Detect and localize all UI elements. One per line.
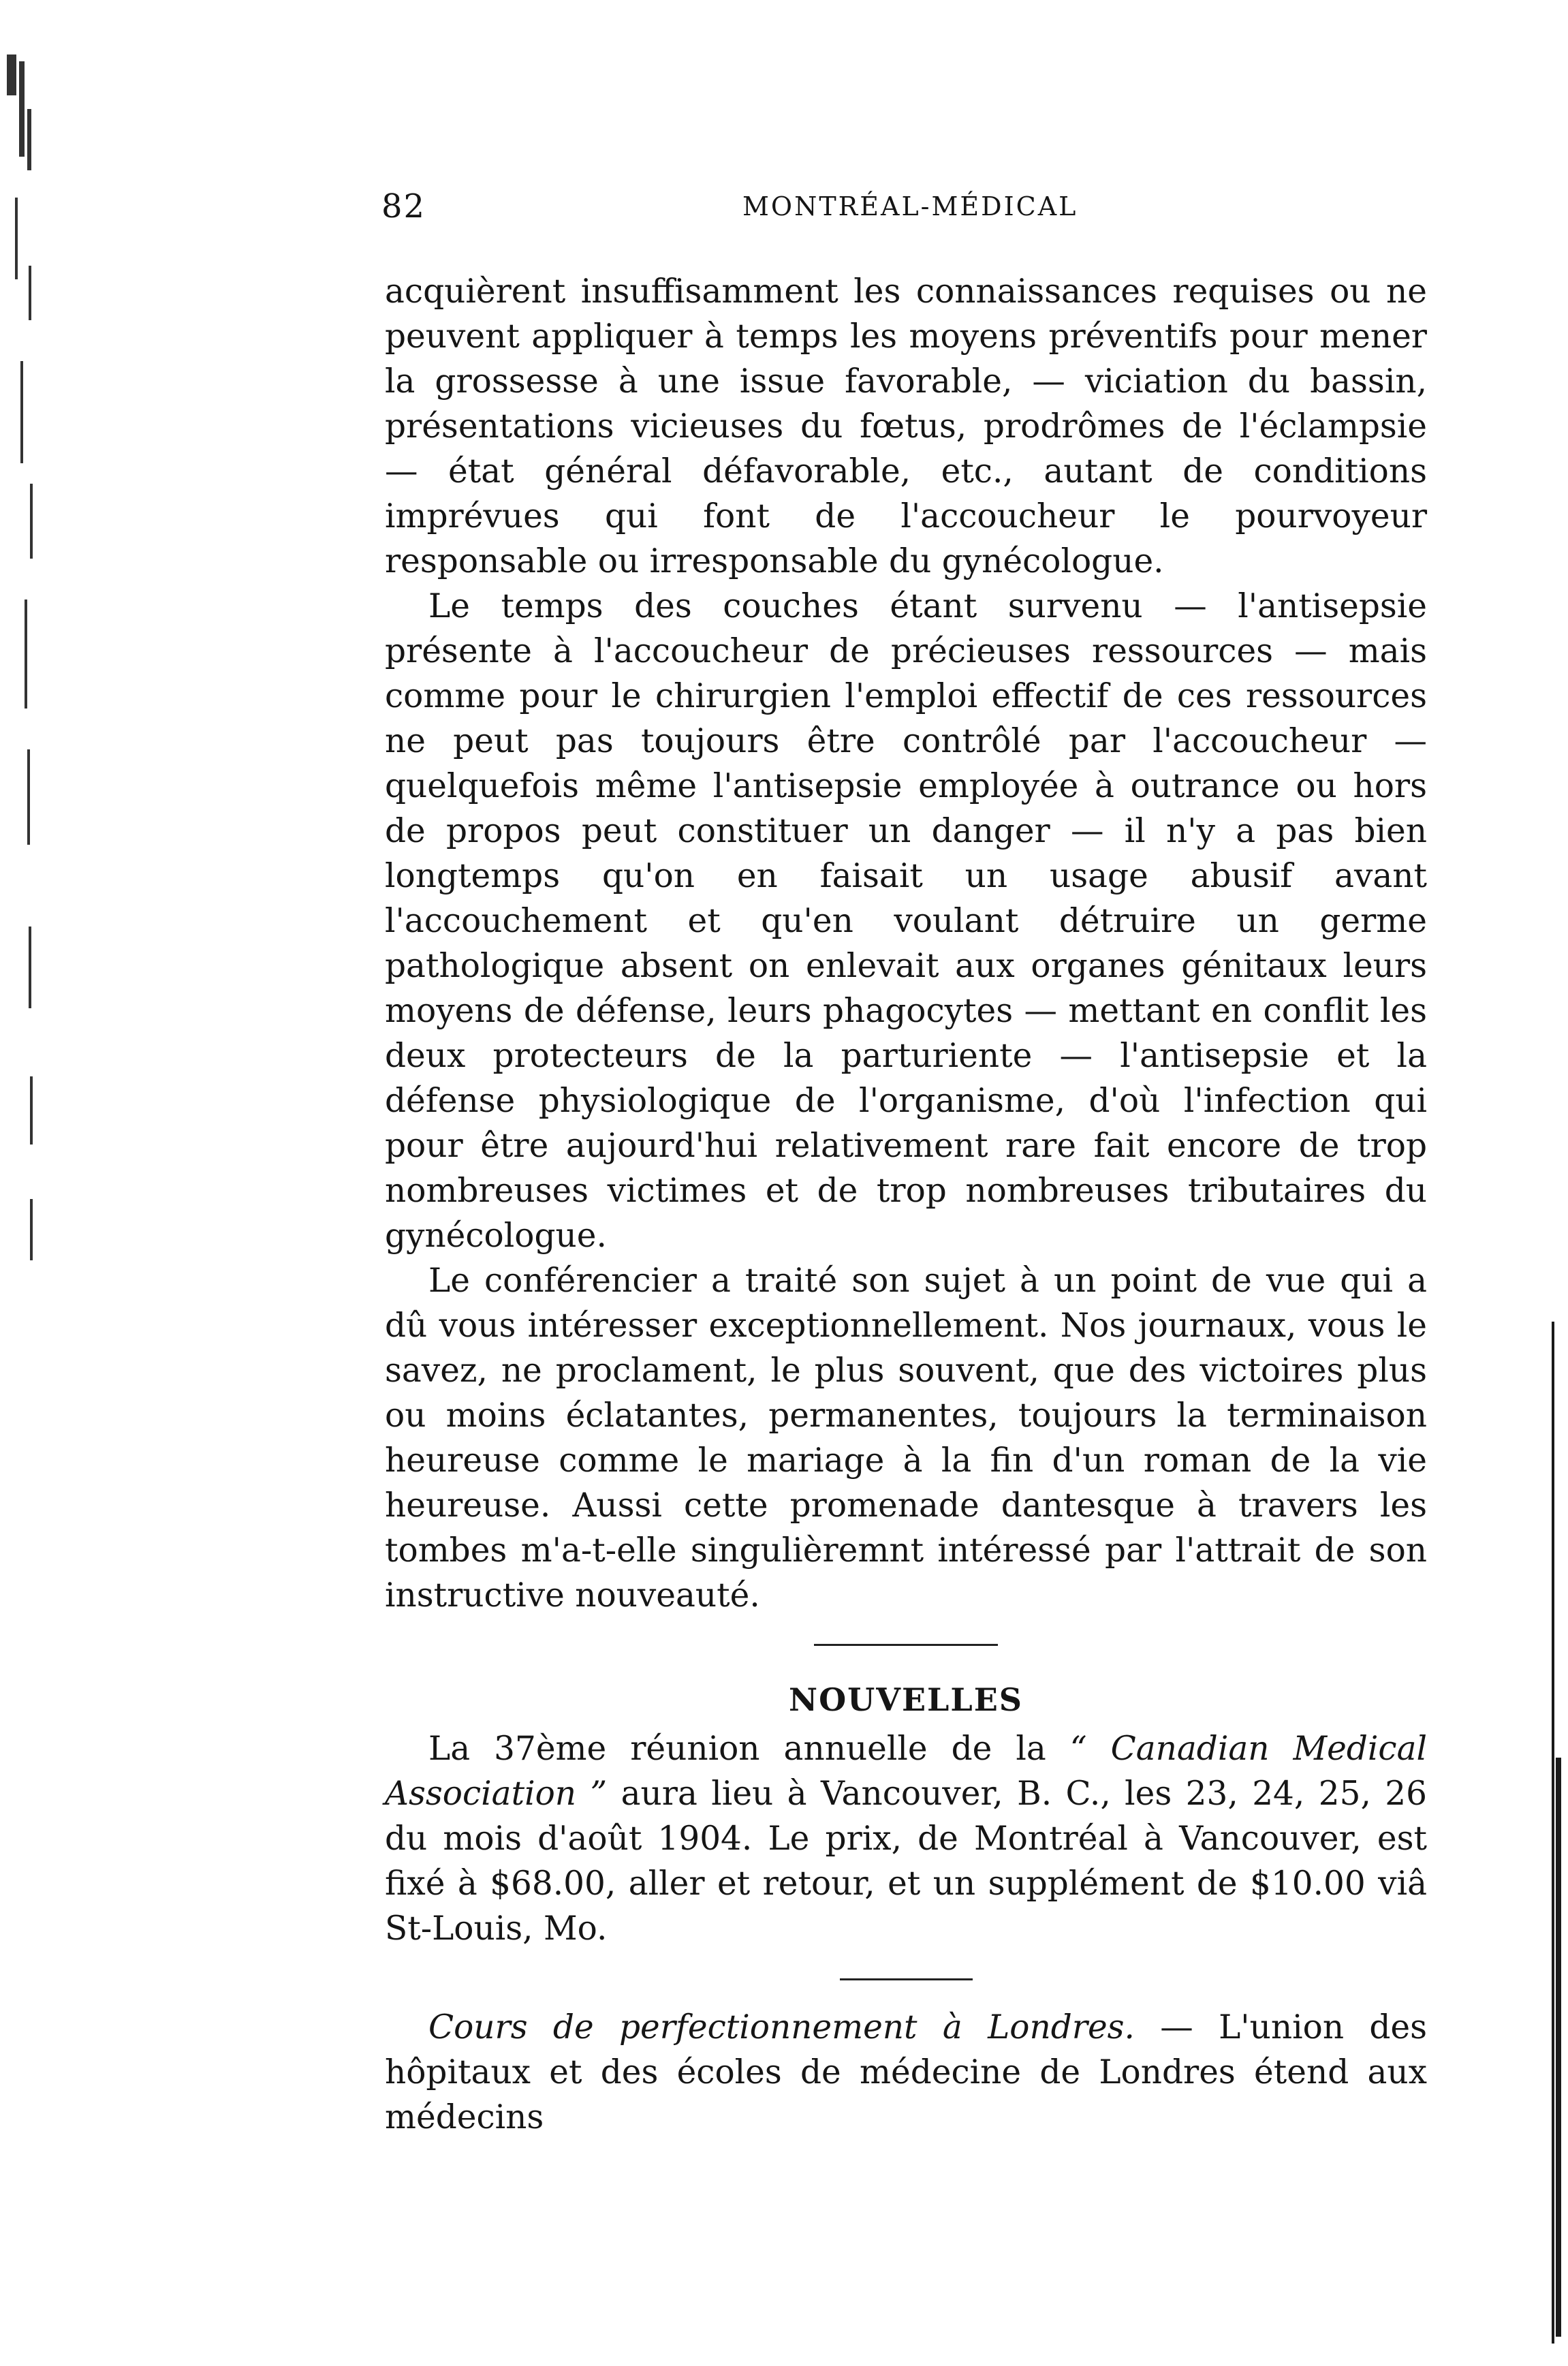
news-item-cma	[385, 1726, 1427, 1951]
binding-edge-marks	[0, 41, 82, 1335]
news-item-londres-text: — L'union des hôpitaux et des écoles de médecine de Londres étend aux médecins	[385, 2008, 1428, 2136]
paragraph-continuation: acquièrent insuffisamment les connaissances requises ou ne peuvent appliquer à temps les moyens préventifs pour mener la grossesse à une issue favorable, — viciation du bassin, présentations vicieuses du fœtus, prodrômes de l'éclampsie — état général défavorable, etc., autant de conditions imprévues qui font de l'accoucheur le pourvoyeur responsable ou irresponsable du gynécologue.	[385, 273, 1427, 580]
news-item-cma-lead: La 37ème réunion annuelle de la	[428, 1730, 1070, 1768]
paragraph-conferencier: Le conférencier a traité son sujet à un point de vue qui a dû vous intéresser exceptionnellement. Nos journaux, vous le savez, ne proclament, le plus souvent, que des victoires plus ou moins éclatantes, permanentes, toujours la terminaison heureuse comme le mariage à la fin d'un roman de la vie heureuse. Aussi cette promenade dantesque à travers les tombes m'a-t-elle singulièremnt intéressé par l'attrait de son instructive nouveauté.	[385, 1262, 1427, 1615]
news-item-cma-details: aura lieu à Vancouver, B. C., les 23, 24, 25, 26 du mois d'août 1904. Le prix, de Montréal à Vancouver, est fixé à $68.00, aller et retour, et un supplément de $10.00 viâ St-Louis, Mo.	[385, 1775, 1427, 1948]
news-item-londres	[385, 2005, 1427, 2140]
news-item-cma-association: “ Canadian Medical Association ”	[385, 1730, 1427, 1813]
item-divider	[840, 1978, 973, 1980]
news-item-londres-title: Cours de perfectionnement à Londres.	[428, 2008, 1135, 2046]
page-number: 82	[381, 187, 426, 225]
body-text	[385, 269, 1427, 2140]
paragraph-antisepsie: Le temps des couches étant survenu — l'antisepsie présente à l'accoucheur de précieuses ressources — mais comme pour le chirurgien l'emploi effectif de ces ressources ne peut pas toujours être contrôlé par l'accoucheur — quelquefois même l'antisepsie employée à outrance ou hors de propos peut constituer un danger — il n'y a pas bien longtemps qu'on en faisait un usage abusif avant l'accouchement et qu'en voulant détruire un germe pathologique absent on enlevait aux organes génitaux leurs moyens de défense, leurs phagocytes — mettant en conflit les deux protecteurs de la parturiente — l'antisepsie et la défense physiologique de l'organisme, d'où l'infection qui pour être aujourd'hui relativement rare fait encore de trop nombreuses victimes et de trop nombreuses tributaires du gynécologue.	[385, 587, 1427, 1255]
journal-title: MONTRÉAL-MÉDICAL	[742, 191, 1078, 221]
section-divider	[814, 1644, 998, 1646]
section-heading-nouvelles: NOUVELLES	[789, 1681, 1023, 1718]
running-header	[381, 187, 1430, 235]
right-edge-marks	[1541, 1281, 1568, 2344]
